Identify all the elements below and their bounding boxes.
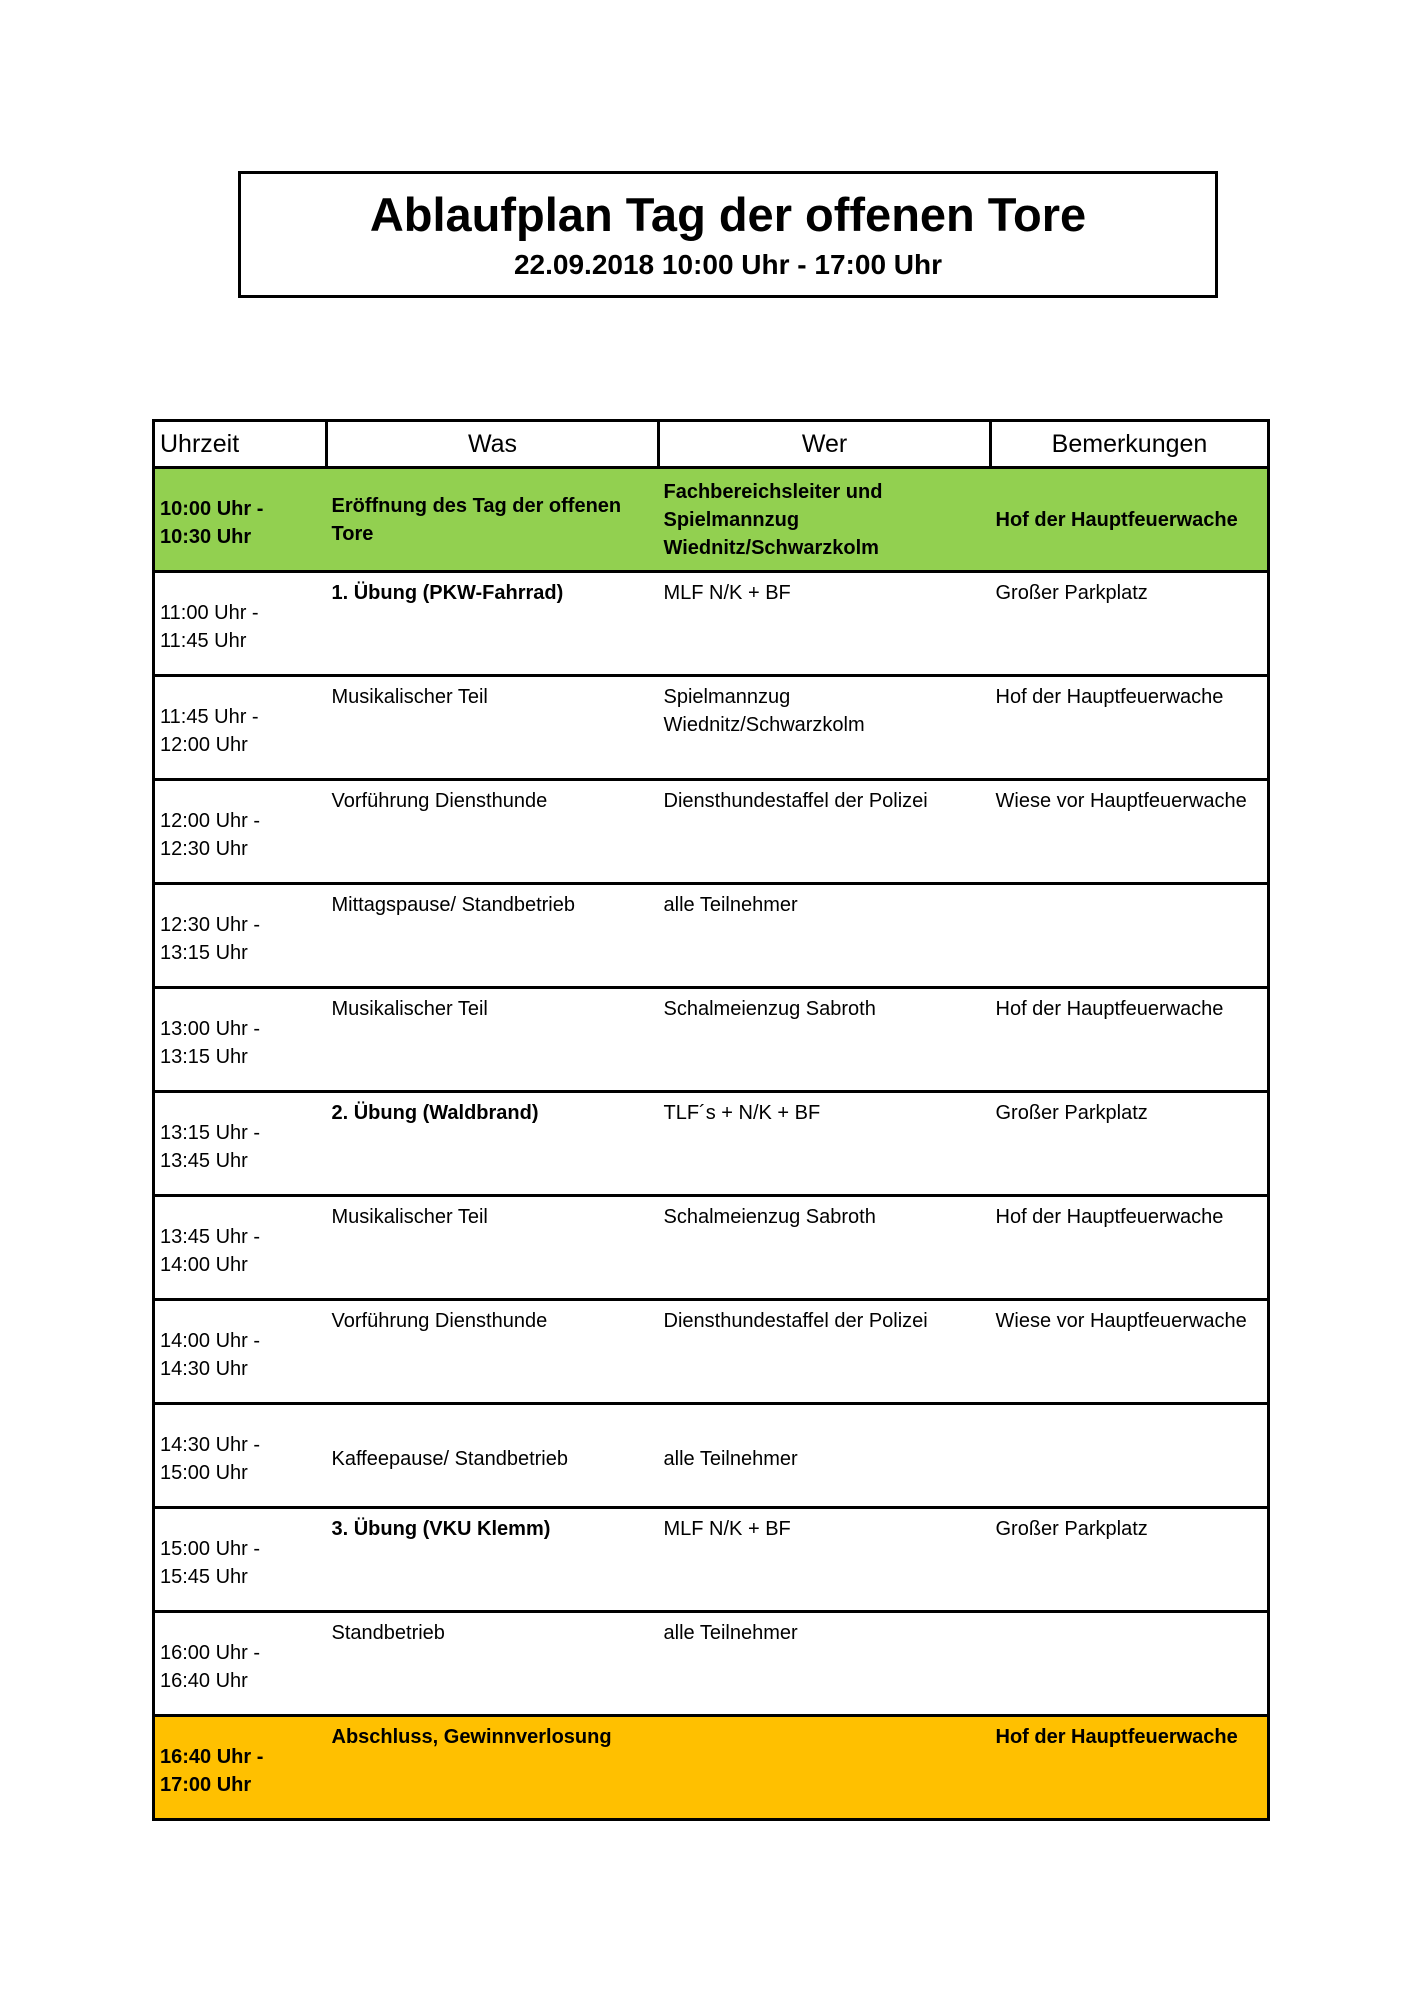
cell-wer: TLF´s + N/K + BF xyxy=(659,1092,991,1196)
table-row xyxy=(154,676,1269,780)
time-end: 15:45 Uhr xyxy=(160,1565,248,1588)
cell-time xyxy=(154,468,327,572)
cell-was: Musikalischer Teil xyxy=(327,988,659,1092)
cell-time xyxy=(154,988,327,1092)
cell-time xyxy=(154,572,327,676)
cell-time xyxy=(154,1404,327,1508)
cell-wer xyxy=(659,1716,991,1820)
time-start: 14:30 Uhr - xyxy=(160,1433,261,1456)
time-end: 14:00 Uhr xyxy=(160,1253,248,1276)
cell-was: 1. Übung (PKW-Fahrrad) xyxy=(327,572,659,676)
time-end: 17:00 Uhr xyxy=(160,1773,252,1796)
table-row xyxy=(154,1092,1269,1196)
cell-time xyxy=(154,1196,327,1300)
cell-bemerkungen: Hof der Hauptfeuerwache xyxy=(991,468,1269,572)
cell-was: 2. Übung (Waldbrand) xyxy=(327,1092,659,1196)
cell-time xyxy=(154,1612,327,1716)
time-start: 13:45 Uhr - xyxy=(160,1225,261,1248)
time-end: 10:30 Uhr xyxy=(160,525,252,548)
cell-time xyxy=(154,1716,327,1820)
cell-bemerkungen: Wiese vor Hauptfeuerwache xyxy=(991,780,1269,884)
cell-was: Kaffeepause/ Standbetrieb xyxy=(327,1404,659,1508)
cell-wer: alle Teilnehmer xyxy=(659,884,991,988)
cell-wer: Fachbereichsleiter und Spielmannzug Wiednitz/Schwarzkolm xyxy=(659,468,991,572)
schedule-table xyxy=(152,419,1270,1821)
cell-was: Eröffnung des Tag der offenen Tore xyxy=(327,468,659,572)
time-start: 15:00 Uhr - xyxy=(160,1537,261,1560)
time-end: 13:45 Uhr xyxy=(160,1149,248,1172)
cell-wer: MLF N/K + BF xyxy=(659,572,991,676)
table-header-row xyxy=(154,421,1269,468)
table-row xyxy=(154,468,1269,572)
time-start: 11:00 Uhr - xyxy=(160,601,259,624)
cell-bemerkungen: Wiese vor Hauptfeuerwache xyxy=(991,1300,1269,1404)
cell-bemerkungen: Hof der Hauptfeuerwache xyxy=(991,676,1269,780)
time-start: 11:45 Uhr - xyxy=(160,705,259,728)
cell-wer: Spielmannzug Wiednitz/Schwarzkolm xyxy=(659,676,991,780)
table-row xyxy=(154,780,1269,884)
time-start: 12:30 Uhr - xyxy=(160,913,261,936)
cell-wer: alle Teilnehmer xyxy=(659,1404,991,1508)
table-row xyxy=(154,1196,1269,1300)
cell-bemerkungen: Großer Parkplatz xyxy=(991,1508,1269,1612)
time-end: 13:15 Uhr xyxy=(160,1045,248,1068)
table-row xyxy=(154,1300,1269,1404)
table-row xyxy=(154,1404,1269,1508)
cell-time xyxy=(154,884,327,988)
cell-time xyxy=(154,1092,327,1196)
time-start: 14:00 Uhr - xyxy=(160,1329,261,1352)
time-start: 13:15 Uhr - xyxy=(160,1121,261,1144)
cell-was: 3. Übung (VKU Klemm) xyxy=(327,1508,659,1612)
title-box xyxy=(238,171,1218,298)
cell-was: Vorführung Diensthunde xyxy=(327,1300,659,1404)
cell-bemerkungen: Hof der Hauptfeuerwache xyxy=(991,1716,1269,1820)
cell-wer: Diensthundestaffel der Polizei xyxy=(659,780,991,884)
time-start: 16:00 Uhr - xyxy=(160,1641,261,1664)
cell-wer: Diensthundestaffel der Polizei xyxy=(659,1300,991,1404)
table-row xyxy=(154,572,1269,676)
cell-wer: Schalmeienzug Sabroth xyxy=(659,1196,991,1300)
column-header-bemerkungen: Bemerkungen xyxy=(991,421,1269,468)
cell-wer: Schalmeienzug Sabroth xyxy=(659,988,991,1092)
cell-was: Musikalischer Teil xyxy=(327,676,659,780)
cell-was: Mittagspause/ Standbetrieb xyxy=(327,884,659,988)
cell-wer: alle Teilnehmer xyxy=(659,1612,991,1716)
cell-bemerkungen: Hof der Hauptfeuerwache xyxy=(991,1196,1269,1300)
table-row xyxy=(154,1612,1269,1716)
cell-time xyxy=(154,676,327,780)
table-row xyxy=(154,988,1269,1092)
page-title: Ablaufplan Tag der offenen Tore xyxy=(369,188,1087,241)
time-end: 13:15 Uhr xyxy=(160,941,248,964)
cell-was: Standbetrieb xyxy=(327,1612,659,1716)
column-header-uhrzeit: Uhrzeit xyxy=(154,421,327,468)
time-start: 10:00 Uhr - xyxy=(160,497,264,520)
time-start: 12:00 Uhr - xyxy=(160,809,261,832)
cell-time xyxy=(154,1508,327,1612)
column-header-was: Was xyxy=(327,421,659,468)
cell-time xyxy=(154,1300,327,1404)
cell-bemerkungen: Großer Parkplatz xyxy=(991,1092,1269,1196)
time-end: 12:30 Uhr xyxy=(160,837,248,860)
cell-bemerkungen: Großer Parkplatz xyxy=(991,572,1269,676)
table-row xyxy=(154,1716,1269,1820)
cell-wer: MLF N/K + BF xyxy=(659,1508,991,1612)
table-row xyxy=(154,884,1269,988)
cell-bemerkungen xyxy=(991,884,1269,988)
cell-bemerkungen xyxy=(991,1612,1269,1716)
cell-was: Musikalischer Teil xyxy=(327,1196,659,1300)
time-end: 14:30 Uhr xyxy=(160,1357,248,1380)
cell-bemerkungen: Hof der Hauptfeuerwache xyxy=(991,988,1269,1092)
page-subtitle: 22.09.2018 10:00 Uhr - 17:00 Uhr xyxy=(513,249,943,281)
cell-was: Abschluss, Gewinnverlosung xyxy=(327,1716,659,1820)
time-end: 15:00 Uhr xyxy=(160,1461,248,1484)
cell-bemerkungen xyxy=(991,1404,1269,1508)
time-start: 16:40 Uhr - xyxy=(160,1745,264,1768)
time-end: 12:00 Uhr xyxy=(160,733,248,756)
time-end: 16:40 Uhr xyxy=(160,1669,248,1692)
column-header-wer: Wer xyxy=(659,421,991,468)
table-row xyxy=(154,1508,1269,1612)
cell-time xyxy=(154,780,327,884)
cell-was: Vorführung Diensthunde xyxy=(327,780,659,884)
time-end: 11:45 Uhr xyxy=(160,629,247,652)
time-start: 13:00 Uhr - xyxy=(160,1017,261,1040)
